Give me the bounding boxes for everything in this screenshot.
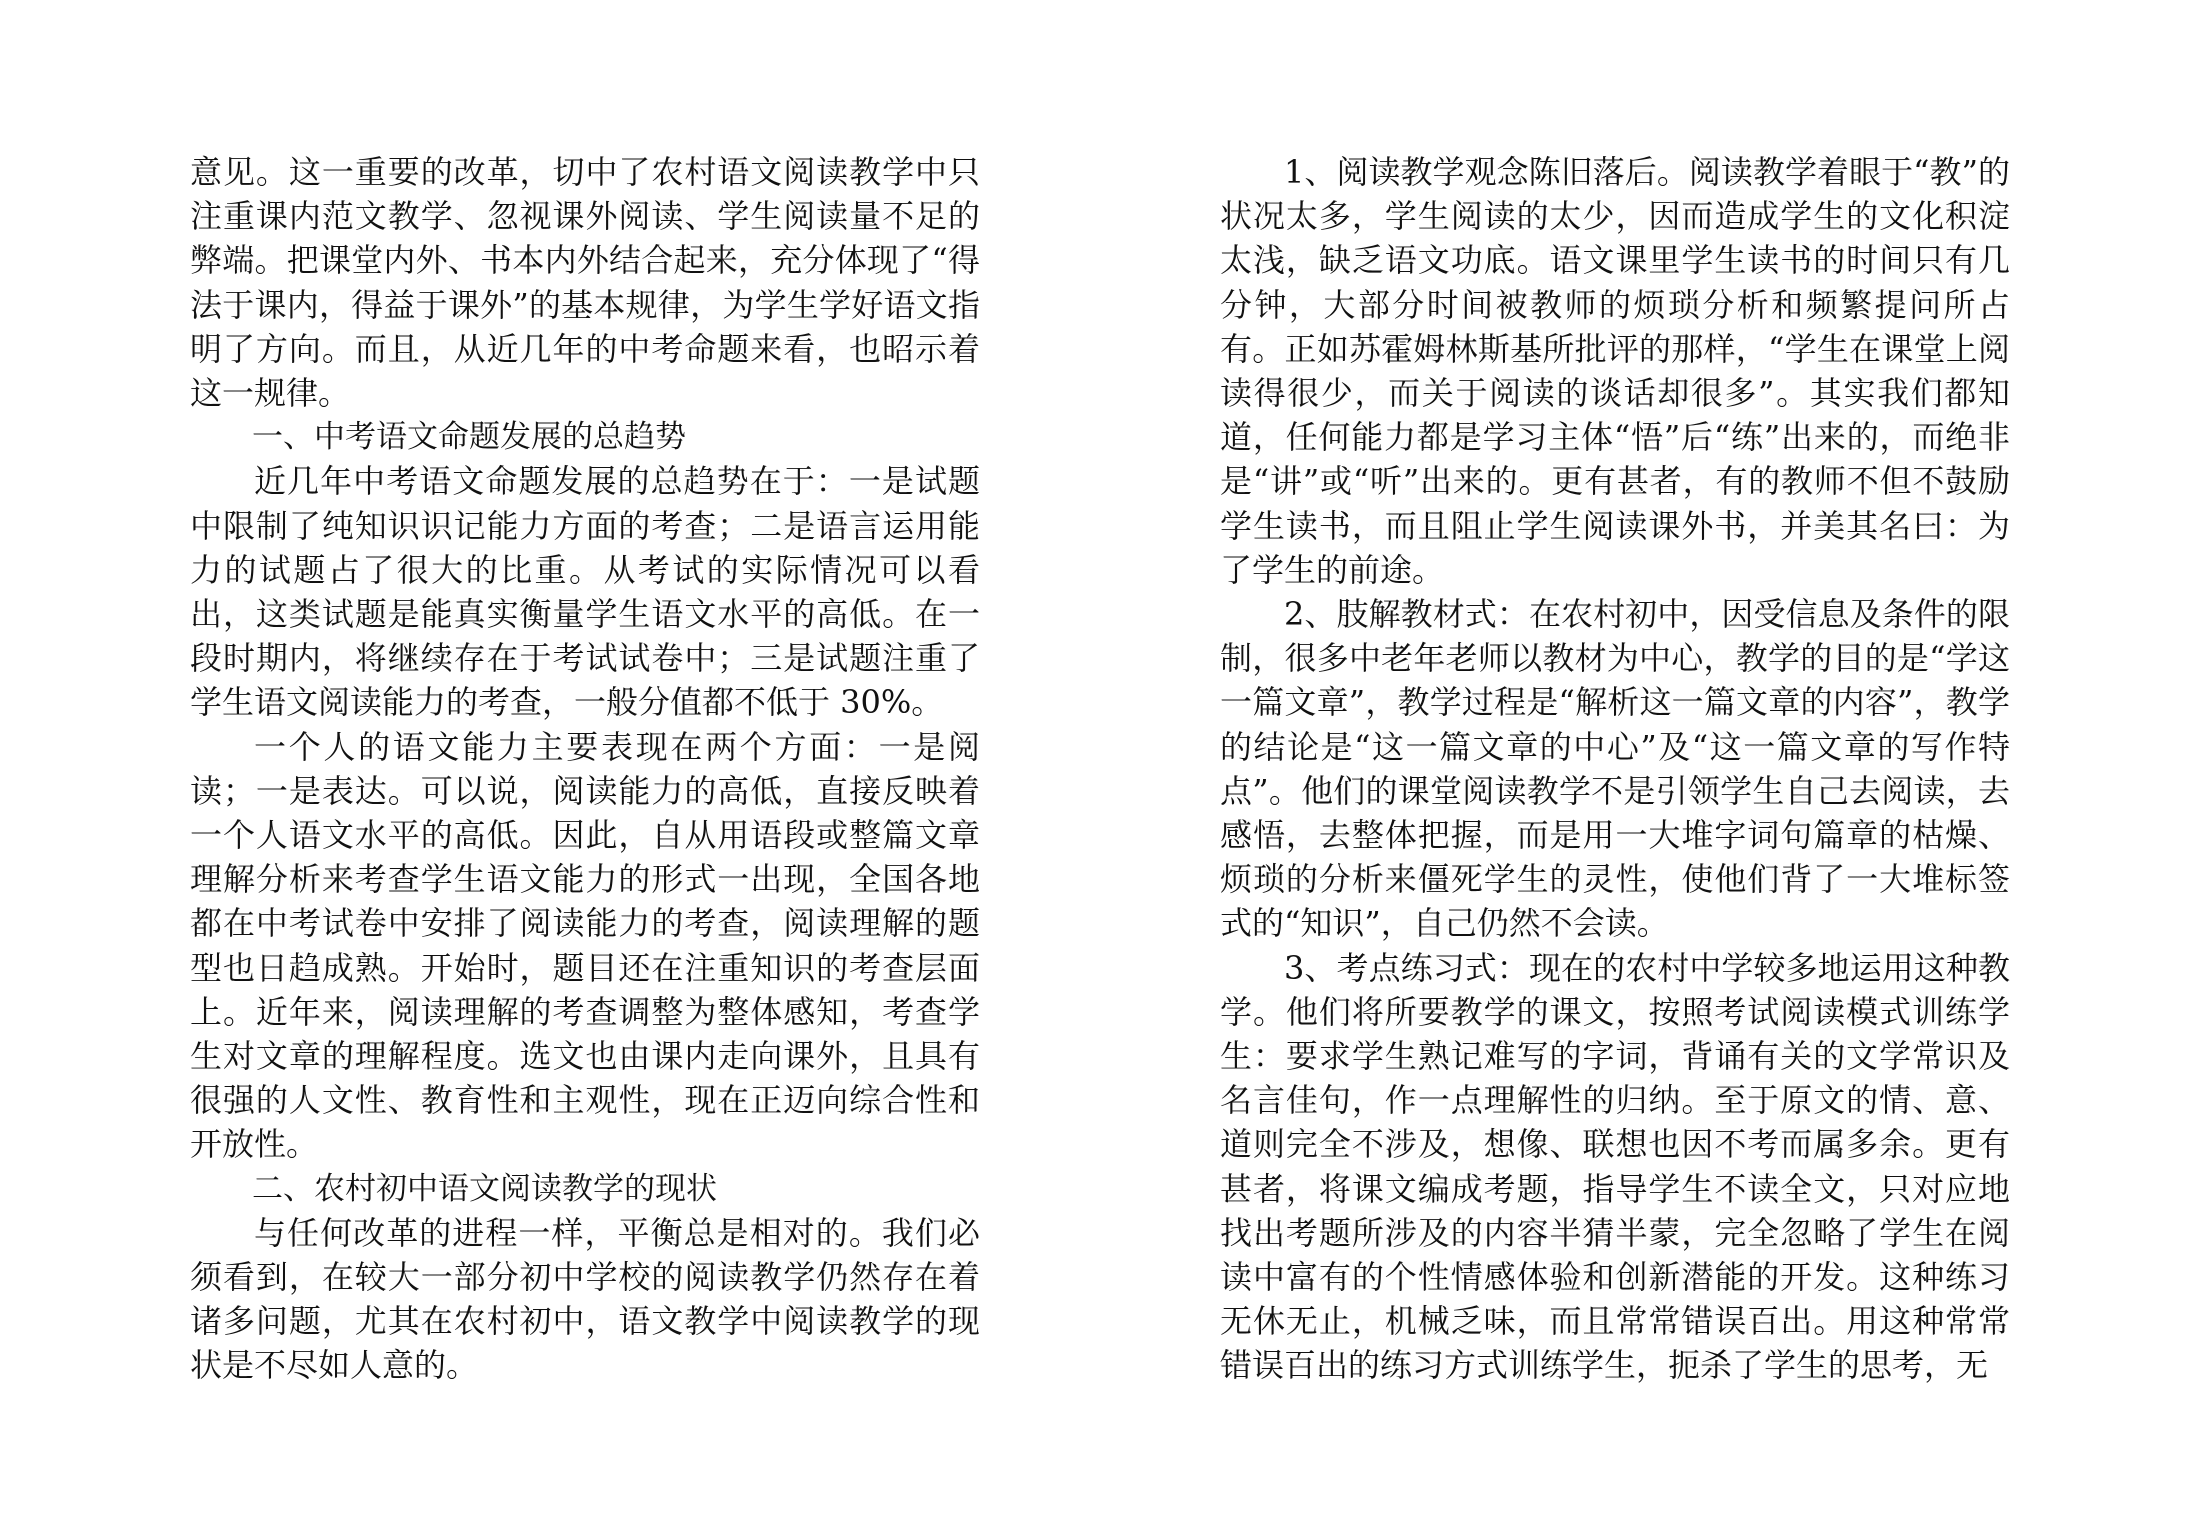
section-heading-status: 二、农村初中语文阅读教学的现状 [252, 1170, 717, 1207]
left-column [190, 150, 980, 1388]
paragraph-ability: 一个人的语文能力主要表现在两个方面：一是阅读；一是表达。可以说，阅读能力的高低，直接反映着一个人语文水平的高低。因此，自从用语段或整篇文章理解分析来考查学生语文能力的形式一出现，全国各地都在中考试卷中安排了阅读能力的考查，阅读理解的题型也日趋成熟。开始时，题目还在注重知识的考查层面上。近年来，阅读理解的考查调整为整体感知，考查学生对文章的理解程度。选文也由课内走向课外，且具有很强的人文性、教育性和主观性，现在正迈向综合性和开放性。 [190, 727, 980, 1164]
paragraph-status: 与任何改革的进程一样，平衡总是相对的。我们必须看到，在较大一部分初中学校的阅读教学仍然存在着诸多问题，尤其在农村初中，语文教学中阅读教学的现状是不尽如人意的。 [190, 1213, 980, 1385]
continued-paragraph: 意见。这一重要的改革，切中了农村语文阅读教学中只注重课内范文教学、忽视课外阅读、学生阅读量不足的弊端。把课堂内外、书本内外结合起来，充分体现了“得法于课内，得益于课外”的基本规律，为学生学好语文指明了方向。而且，从近几年的中考命题来看，也昭示着这一规律。 [190, 153, 980, 413]
paragraph-point-3: 3、考点练习式：现在的农村中学较多地运用这种教学。他们将所要教学的课文，按照考试阅读模式训练学生：要求学生熟记难写的字词，背诵有关的文学常识及名言佳句，作一点理解性的归纳。至于原文的情、意、道则完全不涉及，想像、联想也因不考而属多余。更有甚者，将课文编成考题，指导学生不读全文，只对应地找出考题所涉及的内容半猜半蒙，完全忽略了学生在阅读中富有的个性情感体验和创新潜能的开发。这种练习无休无止，机械乏味，而且常常错误百出。用这种常常错误百出的练习方式训练学生，扼杀了学生的思考，无 [1220, 948, 2010, 1385]
paragraph-point-1: 1、阅读教学观念陈旧落后。阅读教学着眼于“教”的状况太多，学生阅读的太少，因而造成学生的文化积淀太浅，缺乏语文功底。语文课里学生读书的时间只有几分钟，大部分时间被教师的烦琐分析和频繁提问所占有。正如苏霍姆林斯基所批评的那样，“学生在课堂上阅读得很少，而关于阅读的谈话却很多”。其实我们都知道，任何能力都是学习主体“悟”后“练”出来的，而绝非是“讲”或“听”出来的。更有甚者，有的教师不但不鼓励学生读书，而且阻止学生阅读课外书，并美其名曰：为了学生的前途。 [1220, 153, 2010, 589]
right-column [1220, 150, 2010, 1388]
section-heading-trend: 一、中考语文命题发展的总趋势 [252, 419, 686, 456]
paragraph-point-2: 2、肢解教材式：在农村初中，因受信息及条件的限制，很多中老年老师以教材为中心，教学的目的是“学这一篇文章”，教学过程是“解析这一篇文章的内容”，教学的结论是“这一篇文章的中心”及“这一篇文章的写作特点”。他们的课堂阅读教学不是引领学生自己去阅读，去感悟，去整体把握，而是用一大堆字词句篇章的枯燥、烦琐的分析来僵死学生的灵性，使他们背了一大堆标签式的“知识”，自己仍然不会读。 [1220, 595, 2010, 943]
paragraph-trend: 近几年中考语文命题发展的总趋势在于：一是试题中限制了纯知识识记能力方面的考查；二是语言运用能力的试题占了很大的比重。从考试的实际情况可以看出，这类试题是能真实衡量学生语文水平的高低。在一段时期内，将继续存在于考试试卷中；三是试题注重了学生语文阅读能力的考查，一般分值都不低于 30%。 [190, 462, 980, 722]
